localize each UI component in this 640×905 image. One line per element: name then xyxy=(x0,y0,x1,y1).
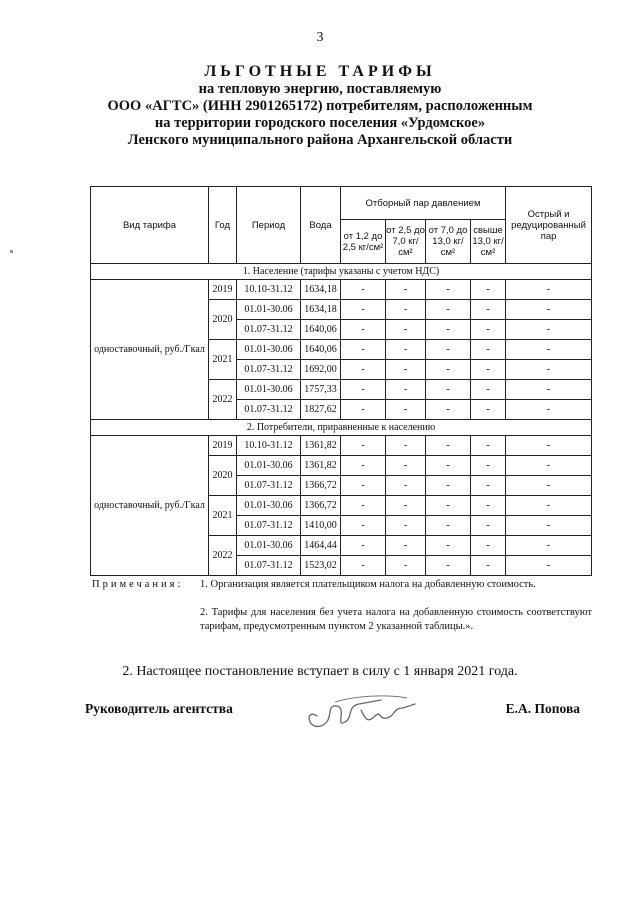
section-title: 2. Потребители, приравненные к населению xyxy=(91,420,592,436)
tariff-type-cell: одноставочный, руб./Гкал xyxy=(91,280,209,420)
empty-value-cell: - xyxy=(506,456,592,476)
note-1: 1. Организация является плательщиком налога на добавленную стоимость. xyxy=(200,579,536,590)
empty-value-cell: - xyxy=(386,360,426,380)
table-row xyxy=(91,436,592,456)
year-cell: 2020 xyxy=(209,456,237,496)
empty-value-cell: - xyxy=(426,496,471,516)
empty-value-cell: - xyxy=(471,320,506,340)
empty-value-cell: - xyxy=(506,320,592,340)
period-cell: 01.01-30.06 xyxy=(237,496,301,516)
note-2: 2. Тарифы для населения без учета налога на добавленную стоимость соответствуют тарифам, предусмотренным пунктом 2 указанной таблицы.». xyxy=(200,607,592,632)
empty-value-cell: - xyxy=(471,516,506,536)
empty-value-cell: - xyxy=(506,496,592,516)
empty-value-cell: - xyxy=(341,476,386,496)
empty-value-cell: - xyxy=(426,360,471,380)
empty-value-cell: - xyxy=(506,536,592,556)
period-cell: 01.01-30.06 xyxy=(237,456,301,476)
empty-value-cell: - xyxy=(471,400,506,420)
table-body xyxy=(91,264,592,576)
header-steam-1: от 1,2 до 2,5 кг/см² xyxy=(341,220,386,264)
year-cell: 2020 xyxy=(209,300,237,340)
empty-value-cell: - xyxy=(386,536,426,556)
empty-value-cell: - xyxy=(341,280,386,300)
empty-value-cell: - xyxy=(341,436,386,456)
year-cell: 2019 xyxy=(209,436,237,456)
water-cell: 1692,00 xyxy=(301,360,341,380)
empty-value-cell: - xyxy=(426,280,471,300)
empty-value-cell: - xyxy=(506,340,592,360)
empty-value-cell: - xyxy=(506,476,592,496)
title-line-1: ЛЬГОТНЫЕ ТАРИФЫ xyxy=(204,63,436,80)
empty-value-cell: - xyxy=(426,436,471,456)
empty-value-cell: - xyxy=(341,456,386,476)
tariff-type-cell: одноставочный, руб./Гкал xyxy=(91,436,209,576)
empty-value-cell: - xyxy=(426,456,471,476)
period-cell: 01.07-31.12 xyxy=(237,516,301,536)
period-cell: 10.10-31.12 xyxy=(237,280,301,300)
empty-value-cell: - xyxy=(426,556,471,576)
water-cell: 1634,18 xyxy=(301,300,341,320)
empty-value-cell: - xyxy=(506,436,592,456)
notes-label: Примечания: xyxy=(92,579,184,590)
empty-value-cell: - xyxy=(471,300,506,320)
empty-value-cell: - xyxy=(506,516,592,536)
year-cell: 2019 xyxy=(209,280,237,300)
signer-position: Руководитель агентства xyxy=(85,701,233,716)
empty-value-cell: - xyxy=(386,300,426,320)
empty-value-cell: - xyxy=(426,536,471,556)
section-row xyxy=(91,420,592,436)
empty-value-cell: - xyxy=(386,476,426,496)
empty-value-cell: - xyxy=(341,320,386,340)
empty-value-cell: - xyxy=(341,536,386,556)
period-cell: 01.07-31.12 xyxy=(237,556,301,576)
signer-name: Е.А. Попова xyxy=(505,701,580,716)
empty-value-cell: - xyxy=(471,436,506,456)
period-cell: 01.01-30.06 xyxy=(237,536,301,556)
period-cell: 01.07-31.12 xyxy=(237,400,301,420)
empty-value-cell: - xyxy=(386,380,426,400)
empty-value-cell: - xyxy=(471,360,506,380)
water-cell: 1640,06 xyxy=(301,320,341,340)
empty-value-cell: - xyxy=(471,536,506,556)
empty-value-cell: - xyxy=(471,456,506,476)
year-cell: 2022 xyxy=(209,380,237,420)
section-row xyxy=(91,264,592,280)
water-cell: 1361,82 xyxy=(301,436,341,456)
empty-value-cell: - xyxy=(506,380,592,400)
water-cell: 1757,33 xyxy=(301,380,341,400)
header-steam: Отборный пар давлением xyxy=(341,187,506,220)
empty-value-cell: - xyxy=(341,400,386,420)
empty-value-cell: - xyxy=(386,496,426,516)
document-title xyxy=(0,62,640,149)
table-row xyxy=(91,280,592,300)
empty-value-cell: - xyxy=(341,300,386,320)
empty-value-cell: - xyxy=(506,300,592,320)
water-cell: 1410,00 xyxy=(301,516,341,536)
empty-value-cell: - xyxy=(341,360,386,380)
empty-value-cell: - xyxy=(386,516,426,536)
period-cell: 01.07-31.12 xyxy=(237,360,301,380)
empty-value-cell: - xyxy=(426,340,471,360)
empty-value-cell: - xyxy=(386,280,426,300)
title-line-3: ООО «АГТС» (ИНН 2901265172) потребителям, расположенным xyxy=(107,98,533,114)
empty-value-cell: - xyxy=(426,400,471,420)
empty-value-cell: - xyxy=(471,380,506,400)
empty-value-cell: - xyxy=(471,556,506,576)
empty-value-cell: - xyxy=(506,280,592,300)
empty-value-cell: - xyxy=(386,456,426,476)
header-period: Период xyxy=(237,187,301,264)
empty-value-cell: - xyxy=(341,380,386,400)
water-cell: 1827,62 xyxy=(301,400,341,420)
empty-value-cell: - xyxy=(471,496,506,516)
empty-value-cell: - xyxy=(426,380,471,400)
period-cell: 01.07-31.12 xyxy=(237,320,301,340)
empty-value-cell: - xyxy=(426,320,471,340)
empty-value-cell: - xyxy=(426,476,471,496)
year-cell: 2021 xyxy=(209,340,237,380)
empty-value-cell: - xyxy=(341,556,386,576)
water-cell: 1361,82 xyxy=(301,456,341,476)
empty-value-cell: - xyxy=(386,556,426,576)
empty-value-cell: - xyxy=(386,436,426,456)
section-title: 1. Население (тарифы указаны с учетом НДС) xyxy=(91,264,592,280)
water-cell: 1366,72 xyxy=(301,476,341,496)
empty-value-cell: - xyxy=(506,360,592,380)
period-cell: 01.07-31.12 xyxy=(237,476,301,496)
header-steam-3: от 7,0 до 13,0 кг/см² xyxy=(426,220,471,264)
header-sharp-steam: Острый и редуцированный пар xyxy=(506,187,592,264)
water-cell: 1523,02 xyxy=(301,556,341,576)
handwritten-signature xyxy=(295,688,425,738)
header-water: Вода xyxy=(301,187,341,264)
empty-value-cell: - xyxy=(506,400,592,420)
empty-value-cell: - xyxy=(471,340,506,360)
empty-value-cell: - xyxy=(471,280,506,300)
empty-value-cell: - xyxy=(341,340,386,360)
page-number: 3 xyxy=(316,30,324,45)
empty-value-cell: - xyxy=(506,556,592,576)
header-tariff-type: Вид тарифа xyxy=(91,187,209,264)
period-cell: 01.01-30.06 xyxy=(237,340,301,360)
period-cell: 01.01-30.06 xyxy=(237,300,301,320)
empty-value-cell: - xyxy=(426,516,471,536)
tariff-table xyxy=(90,186,592,576)
header-steam-4: свыше 13,0 кг/см² xyxy=(471,220,506,264)
empty-value-cell: - xyxy=(471,476,506,496)
water-cell: 1366,72 xyxy=(301,496,341,516)
title-line-4: на территории городского поселения «Урдомское» xyxy=(154,115,486,131)
period-cell: 01.01-30.06 xyxy=(237,380,301,400)
year-cell: 2021 xyxy=(209,496,237,536)
empty-value-cell: - xyxy=(426,300,471,320)
period-cell: 10.10-31.12 xyxy=(237,436,301,456)
empty-value-cell: - xyxy=(341,516,386,536)
empty-value-cell: - xyxy=(341,496,386,516)
year-cell: 2022 xyxy=(209,536,237,576)
margin-mark xyxy=(10,250,13,253)
water-cell: 1640,06 xyxy=(301,340,341,360)
title-line-2: на тепловую энергию, поставляемую xyxy=(198,81,442,97)
empty-value-cell: - xyxy=(386,320,426,340)
header-steam-2: от 2,5 до 7,0 кг/см² xyxy=(386,220,426,264)
water-cell: 1634,18 xyxy=(301,280,341,300)
empty-value-cell: - xyxy=(386,400,426,420)
empty-value-cell: - xyxy=(386,340,426,360)
header-year: Год xyxy=(209,187,237,264)
title-line-5: Ленского муниципального района Архангельской области xyxy=(127,132,513,148)
water-cell: 1464,44 xyxy=(301,536,341,556)
effective-date-paragraph: 2. Настоящее постановление вступает в силу с 1 января 2021 года. xyxy=(122,664,518,679)
